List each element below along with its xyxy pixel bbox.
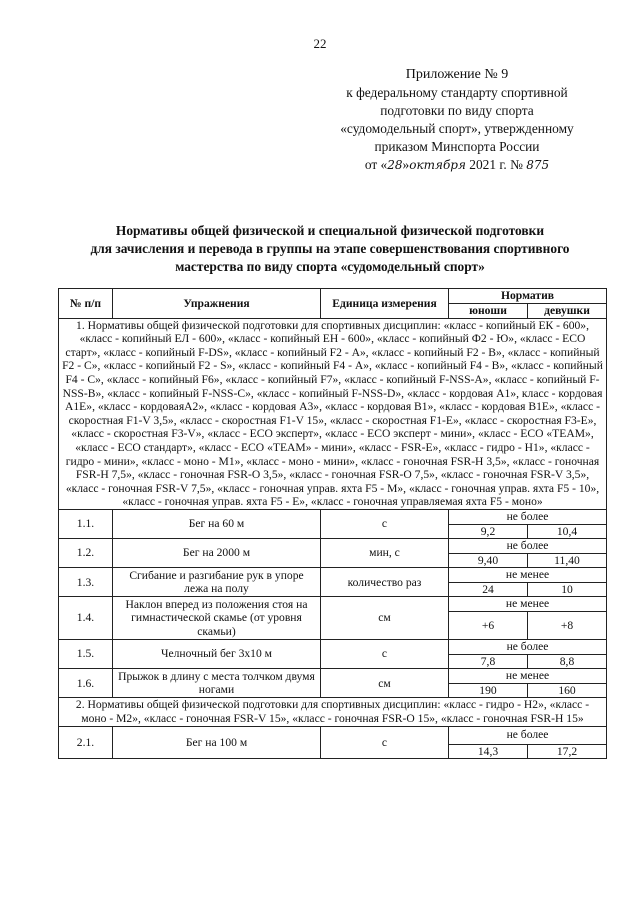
row-boys-value: 190 xyxy=(449,683,528,698)
appendix-line: к федеральному стандарту спортивной xyxy=(346,85,568,100)
appendix-line: «судомодельный спорт», утвержденному xyxy=(340,121,574,136)
row-girls-value: 160 xyxy=(528,683,607,698)
row-exercise: Бег на 60 м xyxy=(113,509,321,538)
row-num: 2.1. xyxy=(59,726,113,759)
section-2-heading: 2. Нормативы общей физической подготовки для спортивных дисциплин: «класс - гидро - Н2», «класс - моно - М2», «класс - гоночная FSR-V 15», «класс - гоночная FSR-O 15», «класс - гоночная FSR-H 15» xyxy=(59,698,607,726)
appendix-line: подготовки по виду спорта xyxy=(380,103,534,118)
row-condition: не менее xyxy=(449,597,607,612)
row-unit: количество раз xyxy=(321,568,449,597)
row-exercise: Прыжок в длину с места толчком двумя ногами xyxy=(113,669,321,698)
row-boys-value: 9,40 xyxy=(449,553,528,568)
row-num: 1.3. xyxy=(59,568,113,597)
appendix-block xyxy=(312,66,602,174)
row-num: 1.4. xyxy=(59,597,113,640)
page-number: 22 xyxy=(313,36,327,51)
row-condition: не более xyxy=(449,640,607,655)
row-exercise: Челночный бег 3х10 м xyxy=(113,640,321,669)
appendix-date: от «28»октября 2021 г. № 875 xyxy=(364,157,550,172)
header-norm: Норматив xyxy=(449,289,607,304)
row-boys-value: 24 xyxy=(449,582,528,597)
row-exercise: Бег на 2000 м xyxy=(113,539,321,568)
row-exercise: Бег на 100 м xyxy=(113,726,321,759)
row-num: 1.1. xyxy=(59,509,113,538)
row-girls-value: 8,8 xyxy=(528,654,607,669)
header-unit: Единица измерения xyxy=(321,289,449,319)
header-num: № п/п xyxy=(59,289,113,319)
row-unit: см xyxy=(321,669,449,698)
row-boys-value: +6 xyxy=(449,612,528,640)
row-exercise: Наклон вперед из положения стоя на гимнастической скамье (от уровня скамьи) xyxy=(113,597,321,640)
header-exercise: Упражнения xyxy=(113,289,321,319)
row-condition: не более xyxy=(449,726,607,744)
row-unit: с xyxy=(321,509,449,538)
handwritten-day: 28 xyxy=(387,158,403,172)
section-1-heading: 1. Нормативы общей физической подготовки для спортивных дисциплин: «класс - копийный ЕК - 600», «класс - копийный ЕЛ - 600», «класс - копийный ЕН - 600», «класс - копийный Ф2 - Ю», «класс - ECO старт», «класс - копийный F-DS», «класс - копийный F2 - А», «класс - копийный F2 - В», «класс - копийный F2 - С», «класс - копийный F2 - S», «класс - копийный F4 - А», «класс - копийный F4 - В», «класс - копийный F4 - С», «класс - копийный F6», «класс - копийный F7», «класс - копийный F-NSS-A», «класс - копийный F-NSS-B», «класс - копийный F-NSS-C», «класс - копийный F-NSS-D», «класс - кордовая А1», класс - кордовая А1Е», «класс - кордоваяА2», «класс - кордовая А3», «класс - кордовая В1», «класс - кордовая В1Е», «класс - скоростная F1-V 3,5», «класс - скоростная F1-V 15», «класс - скоростная F1-E», «класс - скоростная F3-E», «класс - скоростная F3-V», «класс - ECO эксперт», «класс - ECO эксперт - мини», «класс - ECO «ТЕАМ», «класс - ECO стандарт», «класс - ECO «ТЕАМ» - мини», «класс - FSR-E», «класс - гидро - Н1», «класс - гидро - мини», «класс - моно - М1», «класс - моно - мини», «класс - гоночная FSR-H 3,5», «класс - гоночная FSR-H 7,5», «класс - гоночная FSR-O 3,5», «класс - гоночная FSR-O 7,5», «класс - гоночная FSR-V 3,5», «класс - гоночная FSR-V 7,5», «класс - гоночная управ. яхта F5 - М», «класс - гоночная управ. яхта F5 - 10», «класс - гоночная управ. яхта F5 - Е», «класс - гоночная управляемая яхта F5 - моно» xyxy=(59,318,607,509)
row-girls-value: 10,4 xyxy=(528,524,607,539)
row-num: 1.2. xyxy=(59,539,113,568)
row-condition: не более xyxy=(449,509,607,524)
document-title: Нормативы общей физической и специальной физической подготовки для зачисления и перевода в группы на этапе совершенствования спортивного мастерства по виду спорта «судомодельный спорт» xyxy=(90,223,570,274)
row-num: 1.5. xyxy=(59,640,113,669)
handwritten-month: октября xyxy=(409,158,466,172)
header-girls: девушки xyxy=(528,304,607,319)
row-exercise: Сгибание и разгибание рук в упоре лежа на полу xyxy=(113,568,321,597)
row-unit: с xyxy=(321,726,449,759)
row-girls-value: 10 xyxy=(528,582,607,597)
appendix-title: Приложение № 9 xyxy=(405,67,509,82)
row-girls-value: 17,2 xyxy=(528,744,607,759)
row-num: 1.6. xyxy=(59,669,113,698)
row-boys-value: 7,8 xyxy=(449,654,528,669)
row-condition: не менее xyxy=(449,568,607,583)
appendix-line: приказом Минспорта России xyxy=(374,139,540,154)
row-boys-value: 14,3 xyxy=(449,744,528,759)
row-unit: с xyxy=(321,640,449,669)
norms-table xyxy=(58,288,607,759)
row-unit: мин, с xyxy=(321,539,449,568)
row-boys-value: 9,2 xyxy=(449,524,528,539)
row-unit: см xyxy=(321,597,449,640)
row-girls-value: +8 xyxy=(528,612,607,640)
row-condition: не менее xyxy=(449,669,607,684)
row-girls-value: 11,40 xyxy=(528,553,607,568)
header-boys: юноши xyxy=(449,304,528,319)
row-condition: не более xyxy=(449,539,607,554)
handwritten-order-number: 875 xyxy=(526,158,550,172)
